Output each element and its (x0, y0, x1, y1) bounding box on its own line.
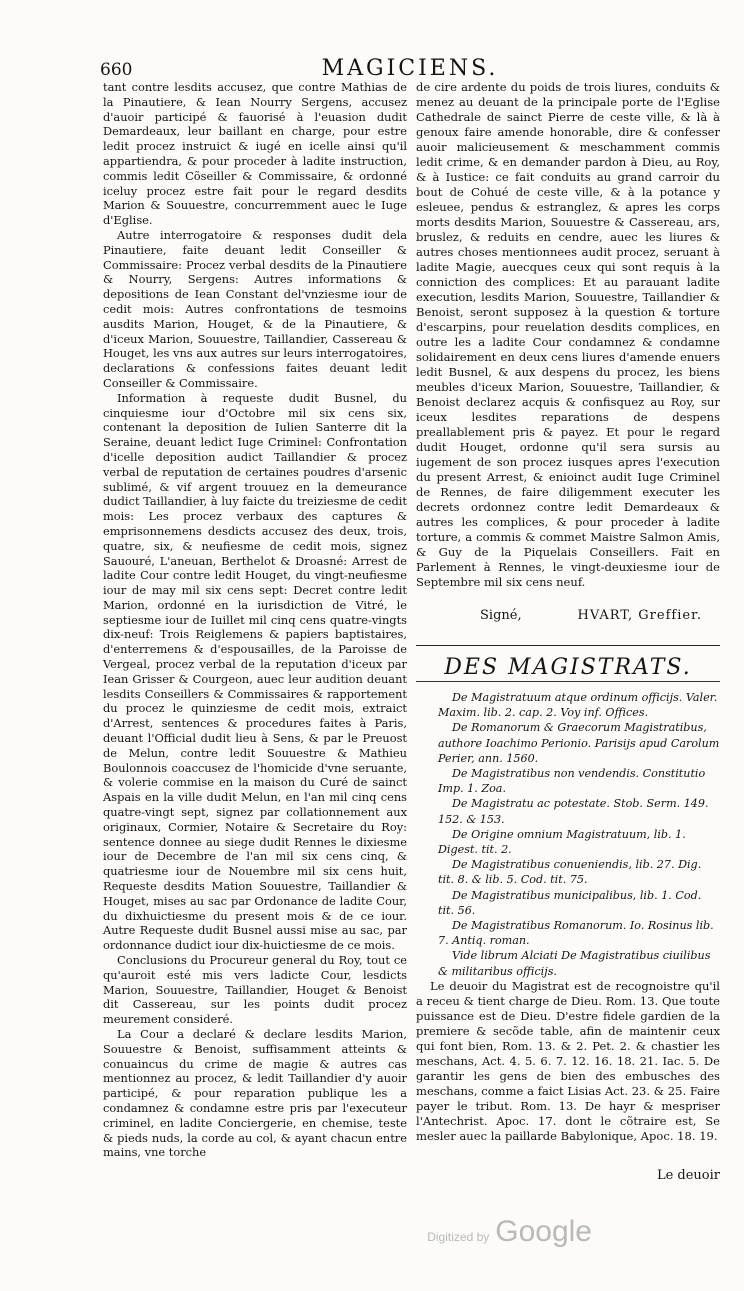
reference-entry: De Magistratibus conueniendis, lib. 27. Dig. tit. 8. & lib. 5. Cod. tit. 75. (438, 858, 702, 887)
reference-entry: De Magistratuum atque ordinum officijs. Valer. Maxim. lib. 2. cap. 2. Voy inf. Offices. (438, 691, 718, 720)
arrest-paragraph: de cire ardente du poids de trois liures, conduits & menez au deuant de la principale porte de l'Eglise Cathedrale de sainct Pierre de ceste ville, & là à genoux faire amende honorable, dire & confesser auoir malicieusement & meschamment commis ledit crime, & en demander pardon à Dieu, au Roy, & à Iustice: ce fait conduits au grand carroir du bout de Cohué de ceste ville, & à la potance y esleuee, pendus & estranglez, & apres les corps morts desdits Marion, Souuestre & Cassereau, ars, bruslez, & reduits en cendre, auec les liures & autres choses mentionnees audit procez, seruant à ladite Magie, auecques ceux qui sont requis à la conniction des complices: Et au parauant ladite execution, lesdits Marion, Souuestre, Taillandier & Benoist, seront supposez à la question & torture d'escarpins, pour reuelation desdits complices, en outre les a ladite Cour condamnez & condamne solidairement en deux cens liures d'amende enuers ledit Busnel, & aux despens du procez, les biens meubles d'iceux Marion, Souuestre, Taillandier, & Benoist declarez acquis & confisquez au Roy, sur iceux lesdites reparations de despens preallablement pris & payez. Et pour le regard dudit Houget, ordonne qu'il sera sursis au iugement de son procez iusques apres l'execution du present Arrest, & enioinct audit Iuge Criminel de Rennes, de faire diligemment executer les decrets ordonnez contre ledit Demardeaux & autres les complices, & pour proceder à ladite torture, a commis & commet Maistre Salmon Amis, & Guy de la Piquelais Conseillers. Fait en Parlement à Rennes, le vingt-deuxiesme iour de Septembre mil six cens neuf. (416, 80, 720, 589)
right-column (416, 80, 720, 1144)
left-paragraph: Autre interrogatoire & responses dudit dela Pinautiere, faite deuant ledit Conseiller & Commissaire: Procez verbal desdits de la Pinautiere & Nourry, Sergens: Autres informations & depositions de Iean Constant del'vnziesme iour de cedit mois: Autres confrontations de tesmoins ausdits Marion, Houget, & de la Pinautiere, & d'iceux Marion, Souuestre, Taillandier, Cassereau & Houget, les vns aux autres sur leurs interrogatoires, declarations & confessions faites deuant ledit Conseiller & Commissaire. (103, 227, 407, 390)
closing-paragraph: Le deuoir du Magistrat est de recognoistre qu'il a receu & tient charge de Dieu. Rom. 13. Que toute puissance est de Dieu. D'estre fidele gardien de la premiere & secõde table, afin de maintenir ceux qui font bien, Rom. 13. & 2. Pet. 2. & chastier les meschans, Act. 4. 5. 6. 7. 12. 16. 18. 21. Iac. 5. De garantir les gens de bien des embusches des meschans, comme a faict Lisias Act. 23. & 25. Faire payer le tribut. Rom. 13. De hayr & mespriser l'Antechrist. Apoc. 17. dont le cõtraire est, Se mesler auec la paillarde Babylonique, Apoc. 18. 19. (416, 978, 720, 1143)
reference-entry: De Romanorum & Graecorum Magistratibus, authore Ioachimo Perionio. Parisijs apud Carolum Perier, ann. 1560. (438, 721, 720, 765)
title-underline (416, 681, 720, 682)
google-logo: Google (495, 1215, 592, 1248)
left-paragraph: La Cour a declaré & declare lesdits Marion, Souuestre & Benoist, suffisamment atteints & conuaincus du crime de magie & autres cas mentionnez au procez, & ledit Taillandier d'y auoir participé, & pour reparation publique les a condamnez & condamne estre pris par l'executeur criminel, en ladite Conciergerie, en chemise, teste & pieds nuds, la corde au col, & ayant chacun entre mains, vne torche (103, 1027, 407, 1160)
reference-entry: De Origine omnium Magistratuum, lib. 1. Digest. tit. 2. (438, 827, 686, 857)
left-paragraph: tant contre lesdits accusez, que contre Mathias de la Pinautiere, & Iean Nourry Sergens, accusez d'auoir participé & fauorisé à l'euasion dudit Demardeaux, leur baillant en charge, pour estre ledit procez instruict & iugé en icelle ainsi qu'il appartiendra, & pour proceder à ladite instruction, commis ledit Cõseiller & Commissaire, & ordonné iceluy procez estre fait pour le regard desdits Marion & Souuestre, concurremment auec le Iuge d'Eglise. (103, 80, 407, 228)
section-divider (416, 645, 720, 646)
running-title: MAGICIENS. (321, 56, 499, 81)
reference-entry: Vide librum Alciati De Magistratibus ciuilibus & militaribus officijs. (438, 949, 711, 978)
left-column (103, 80, 407, 1160)
reference-entry: De Magistratibus municipalibus, lib. 1. Cod. tit. 56. (438, 888, 702, 917)
signatory: HVART, Greffier. (577, 608, 702, 623)
signature-line (416, 608, 720, 623)
reference-entry: De Magistratu ac potestate. Stob. Serm. 149. 152. & 153. (438, 797, 709, 826)
left-paragraph: Conclusions du Procureur general du Roy, tout ce qu'auroit esté mis vers ladicte Cour, lesdicts Marion, Souuestre, Taillandier, Houget & Benoist dit Cassereau, sur les points dudit procez meurement consideré. (103, 953, 407, 1027)
signed-label: Signé, (480, 608, 522, 623)
section-title: DES MAGISTRATS. (444, 655, 692, 680)
left-paragraph: Information à requeste dudit Busnel, du cinquiesme iour d'Octobre mil six cens six, contenant la deposition de Iulien Santerre dit la Seraine, deuant ledict Iuge Criminel: Confrontation d'icelle deposition audict Taillandier & procez verbal de reputation de certaines poudres d'arsenic sublimé, & vif argent trouuez en la demeurance dudict Taillandier, à luy faicte du treiziesme de cedit mois: Les procez verbaux des captures & emprisonnemens desdicts accusez des deux, trois, quatre, six, & neufiesme de cedit mois, signez Sauouré, L'aneuan, Berthelot & Droasné: Arrest de ladite Cour contre ledit Houget, du vingt-neufiesme iour de may mil six cens sept: Decret contre ledit Marion, ordonné en la iurisdiction de Vitré, le septiesme iour de Iuillet mil cinq cens quatre-vingts dix-neuf: Trois Reiglemens & papiers baptistaires, d'enterremens & d'espousailles, de la Paroisse de Vergeal, procez verbal de la reputation d'iceux par Iean Grisser & Courgeon, auec leur audition deuant lesdits Conseillers & Commissaires & rapportement du procez le quinziesme de cedit mois, extraict d'Arrest, sentences & procedures faites à Paris, deuant l'Official dudit lieu à Sens, & par le Preuost de Melun, contre ledit Souuestre & Mathieu Boulonnois coaccusez de l'homicide d'vne seruante, & volerie commise en la maison du Curé de sainct Aspais en la ville dudit Melun, en l'an mil cinq cens quatre-vingt sept, signez par collationnement aux originaux, Cormier, Notaire & Secretaire du Roy: sentence donnee au siege dudit Rennes le dixiesme iour de Decembre de l'an mil six cens cinq, & quatriesme iour de Nouembre mil six cens huit, Requeste desdits Mation Souuestre, Taillandier & Houget, mises au sac par Ordonance de ladite Cour, du dixhuictiesme du present mois & de ce iour. Autre Requeste dudit Busnel aussi mise au sac, par ordonnance dudict iour dix-huictiesme de ce mois. (103, 390, 407, 953)
page-number: 660 (100, 60, 133, 80)
reference-entry: De Magistratibus Romanorum. Io. Rosinus lib. 7. Antiq. roman. (438, 919, 714, 948)
watermark-prefix: Digitized by (427, 1230, 490, 1244)
reference-entry: De Magistratibus non vendendis. Constitutio Imp. 1. Zoa. (438, 767, 706, 796)
digitized-watermark (427, 1215, 592, 1249)
catchword: Le deuoir (656, 1168, 720, 1183)
